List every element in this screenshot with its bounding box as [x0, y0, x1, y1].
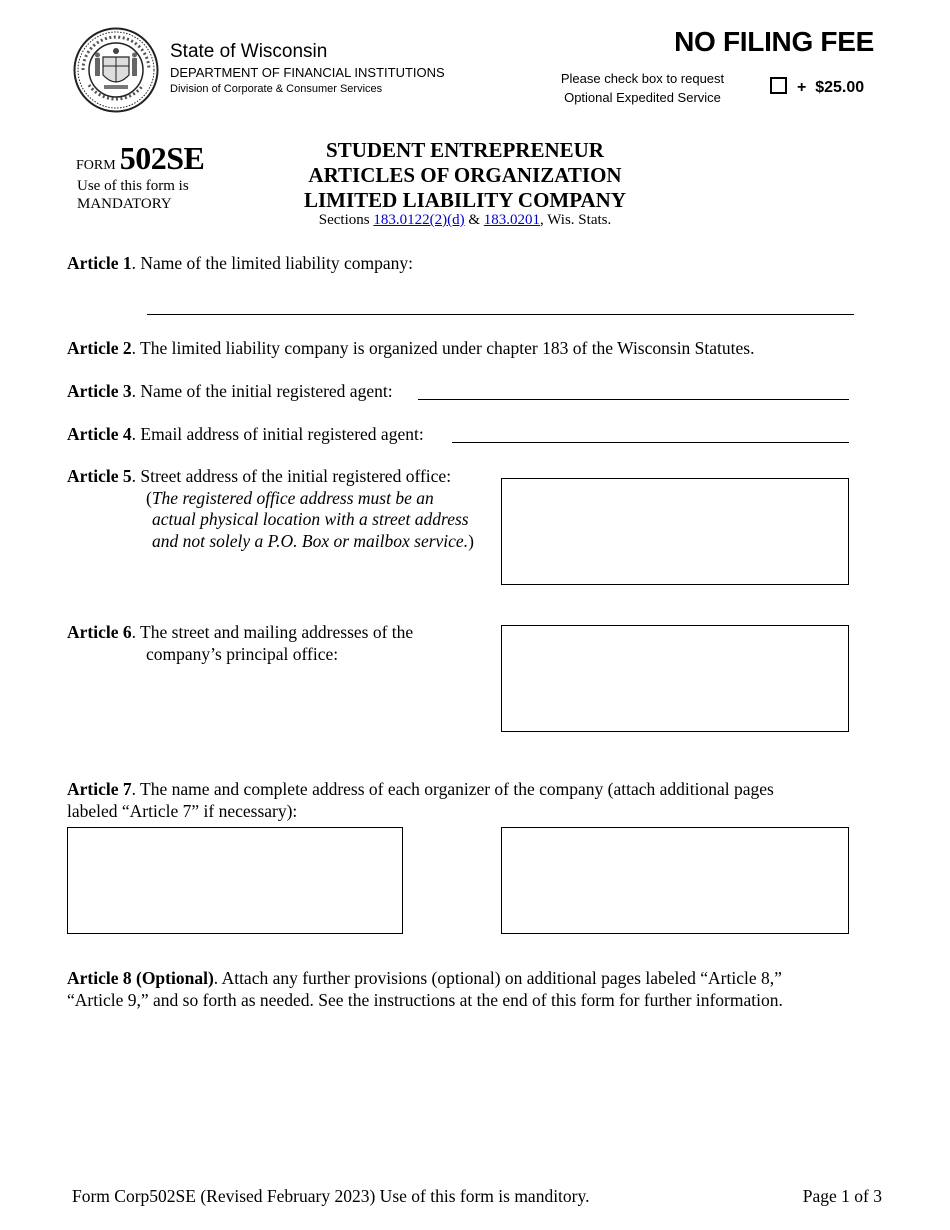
article-3-text: . Name of the initial registered agent:: [131, 381, 393, 401]
article-4-agent-email-field[interactable]: [452, 442, 849, 443]
expedite-fee-amount: + $25.00: [797, 79, 865, 96]
footer-form-info: Form Corp502SE (Revised February 2023) Use of this form is manditory.: [72, 1186, 590, 1206]
article-7-heading: Article 7: [67, 779, 132, 799]
article-7: [67, 779, 907, 822]
statute-link-183-0122[interactable]: 183.0122(2)(d): [373, 212, 465, 228]
statute-sections: [270, 212, 660, 229]
article-5-registered-office-box[interactable]: [501, 478, 849, 585]
title-line-2: ARTICLES OF ORGANIZATION: [308, 163, 622, 187]
mandatory-line-2: MANDATORY: [77, 196, 172, 212]
wisconsin-state-seal-icon: [73, 27, 159, 113]
article-6: [67, 622, 413, 665]
article-5-note-line-1: The registered office address must be an: [151, 487, 434, 508]
article-5-heading: Article 5: [67, 466, 132, 486]
article-1-label: [67, 253, 413, 275]
article-6-text-line-2: company’s principal office:: [146, 643, 339, 664]
state-name: State of Wisconsin: [170, 41, 328, 62]
form-label: FORM: [76, 158, 116, 173]
article-4: [67, 424, 424, 446]
title-line-1: STUDENT ENTREPRENEUR: [326, 138, 604, 162]
article-6-heading: Article 6: [67, 622, 132, 642]
article-7-text-line-2: labeled “Article 7” if necessary):: [67, 800, 298, 821]
article-6-principal-office-box[interactable]: [501, 625, 849, 732]
article-5-note-line-2: actual physical location with a street address: [152, 509, 469, 529]
article-3: [67, 381, 393, 403]
department-name: DEPARTMENT OF FINANCIAL INSTITUTIONS: [170, 65, 445, 80]
sections-suffix: , Wis. Stats.: [540, 212, 612, 228]
article-7-organizer-box-2[interactable]: [501, 827, 849, 934]
article-5-note-line-3: and not solely a P.O. Box or mailbox service.: [152, 530, 469, 551]
sections-prefix: Sections: [318, 212, 374, 228]
article-1-text: . Name of the limited liability company:: [131, 253, 414, 273]
article-2: [67, 338, 754, 360]
article-3-heading: Article 3: [67, 381, 132, 401]
article-8: [67, 968, 927, 1011]
article-1-company-name-field[interactable]: [147, 314, 854, 315]
article-2-text: . The limited liability company is organized under chapter 183 of the Wisconsin Statutes.: [131, 338, 755, 358]
article-8-text-line-1: . Attach any further provisions (optional) on additional pages labeled “Article 8,”: [213, 968, 782, 988]
expedite-instructions: [540, 69, 745, 107]
article-4-text: . Email address of initial registered agent:: [131, 424, 424, 444]
mandatory-note: [77, 177, 189, 213]
article-5-note-close: ): [468, 530, 474, 551]
form-title: [270, 138, 660, 213]
article-7-text-line-1: . The name and complete address of each organizer of the company (attach additional pages: [131, 779, 774, 799]
article-4-heading: Article 4: [67, 424, 132, 444]
article-5: [67, 466, 507, 552]
expedite-line-2: Optional Expedited Service: [564, 90, 721, 105]
mandatory-line-1: Use of this form is: [77, 178, 189, 194]
article-8-text-line-2: “Article 9,” and so forth as needed. See the instructions at the end of this form for further information.: [67, 989, 783, 1010]
filing-fee-title: NO FILING FEE: [674, 26, 874, 57]
statute-link-183-0201[interactable]: 183.0201: [483, 212, 541, 228]
article-2-heading: Article 2: [67, 338, 132, 358]
title-line-3: LIMITED LIABILITY COMPANY: [303, 188, 627, 212]
expedite-line-1: Please check box to request: [560, 71, 725, 86]
article-8-heading: Article 8 (Optional): [67, 968, 214, 988]
article-5-note-open: (: [146, 487, 152, 508]
article-3-registered-agent-field[interactable]: [418, 399, 849, 400]
division-name: Division of Corporate & Consumer Services: [170, 83, 383, 95]
article-1-heading: Article 1: [67, 253, 132, 273]
expedited-service-checkbox[interactable]: [770, 77, 787, 94]
article-7-organizer-box-1[interactable]: [67, 827, 403, 934]
article-6-text-line-1: . The street and mailing addresses of the: [131, 622, 414, 642]
sections-mid: &: [464, 212, 484, 228]
footer-page-number: Page 1 of 3: [802, 1186, 882, 1206]
article-5-text: . Street address of the initial registered office:: [131, 466, 452, 486]
form-number-block: [76, 140, 204, 177]
agency-block: [170, 40, 445, 97]
form-number: 502SE: [119, 140, 205, 176]
